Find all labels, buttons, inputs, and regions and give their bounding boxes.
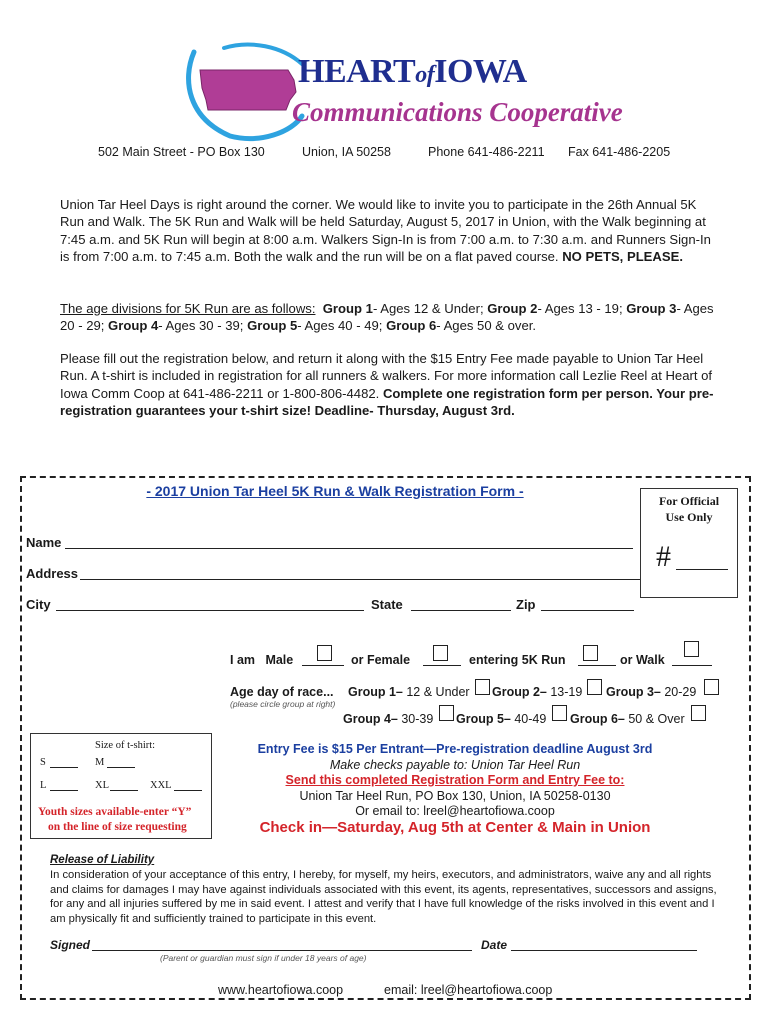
walk-line (672, 665, 712, 666)
female-text (351, 652, 410, 668)
size-l-field[interactable] (50, 790, 78, 791)
female-label: or Female (351, 653, 411, 667)
signature-field[interactable] (92, 950, 472, 951)
iam-label: I am (230, 653, 256, 667)
age-divisions-intro: The age divisions for 5K Run are as follows: (60, 301, 316, 316)
heart-of-iowa-logo-mark (180, 40, 310, 145)
group-1-label: Group 1 (322, 301, 373, 316)
registration-info-text: Please fill out the registration below, and return it along with the $15 Entry Fee made payable to Union Tar Heel Run. A t-shirt is included in registration for all runners & walkers. For more information call Lezlie Reel at Heart of Iowa Comm Coop at 641-486-2211 or 1-800-806-4482. (60, 351, 713, 401)
logo-wordmark (298, 52, 527, 95)
age-option-4-group: Group 4– (343, 712, 398, 726)
contact-city: Union, IA 50258 (302, 145, 391, 159)
male-label: Male (265, 653, 294, 667)
group-6-range: Ages 50 & over. (443, 318, 537, 334)
age-option-5[interactable] (456, 711, 546, 727)
age-option-4-range: 30-39 (401, 712, 434, 726)
run-checkbox[interactable] (583, 645, 598, 661)
age-option-1-group: Group 1– (348, 685, 403, 699)
address-field[interactable] (80, 579, 640, 580)
group-2-label: Group 2 (487, 301, 538, 316)
mailing-address-text: Union Tar Heel Run, PO Box 130, Union, IA 50258-0130 (299, 789, 611, 803)
youth-sizes-note-1: Youth sizes available-enter “Y” (38, 806, 192, 818)
intro-paragraph (60, 196, 720, 266)
size-xxl-label: XXL (150, 780, 172, 791)
release-text: In consideration of your acceptance of this entry, I hereby, for myself, my heirs, executors, and administrators, waive any and all rights and claims for damages I may have against individuals associated with this event, its agents, representatives, successors and assigns, for any and all injuries suffered by me in said event. I attest and verify that I have full knowledge of the risks involved in this event and I am physically fit and sufficiently trained to participate in this event. (50, 869, 717, 925)
size-xl-field[interactable] (110, 790, 138, 791)
walk-text (620, 652, 665, 668)
intro-text: Union Tar Heel Days is right around the corner. We would like to invite you to participate in the 26th Annual 5K Run and Walk. The 5K Run and Walk will be held Saturday, August 5, 2017 in Union, with the Walk beginning at 7:45 a.m. and 5K Run will begin at 8:00 a.m. Walkers Sign-In is from 7:00 a.m. to 7:30 a.m. and Runners Sign-In is from 7:00 a.m. to 7:45 a.m. Both the walk and the run will be on a flat paved course. (60, 197, 711, 265)
group-4-range: Ages 30 - 39; (165, 318, 244, 334)
walk-checkbox[interactable] (684, 641, 699, 657)
signed-label: Signed (50, 938, 91, 952)
send-form-text: Send this completed Registration Form and Entry Fee to: (285, 773, 625, 787)
age-option-6[interactable] (570, 711, 685, 727)
date-label: Date (481, 938, 508, 952)
age-option-2-range: 13-19 (550, 685, 583, 699)
group-4-label: Group 4 (108, 318, 159, 334)
male-checkbox[interactable] (317, 645, 332, 661)
group-5-label: Group 5 (247, 318, 298, 334)
official-number-line (676, 569, 728, 570)
name-field[interactable] (65, 548, 633, 549)
city-field[interactable] (56, 610, 364, 611)
age-option-3-checkbox[interactable] (704, 679, 719, 695)
official-use-label: For Official Use Only (658, 494, 720, 524)
age-divisions-paragraph: The age divisions for 5K Run are as follows: Group 1- Ages 12 & Under; Group 2- Ages 13 - 19; Group 3- Ages 20 - 29; Group 4- Ages 30 - 39; Group 5- Ages 40 - 49; Group 6- Ages 50 & over. (60, 301, 714, 334)
age-note: (please circle group at right) (230, 699, 336, 709)
logo-subtitle: Communications Cooperative (292, 97, 623, 127)
address-label: Address (26, 566, 79, 581)
age-option-3[interactable] (606, 684, 696, 700)
name-label: Name (26, 535, 62, 550)
registration-deadline-text: Complete one registration form per person. Your pre-registration guarantees your t-shirt size! Deadline- Thursday, August 3rd. (60, 385, 714, 419)
age-option-1[interactable] (348, 684, 470, 700)
zip-field[interactable] (541, 610, 634, 611)
zip-label: Zip (516, 597, 536, 612)
registration-info-paragraph (60, 350, 720, 420)
logo-iowa-text: IOWA (434, 53, 527, 90)
age-option-5-range: 40-49 (514, 712, 547, 726)
check-in-text: Check in—Saturday, Aug 5th at Center & Main in Union (259, 819, 651, 836)
female-line (423, 665, 461, 666)
entry-fee-text: Entry Fee is $15 Per Entrant—Pre-registration deadline August 3rd (257, 742, 653, 756)
age-option-5-checkbox[interactable] (552, 705, 567, 721)
official-number-hash: # (656, 540, 671, 573)
contact-fax: Fax 641-486-2205 (568, 145, 671, 159)
age-option-1-range: 12 & Under (406, 685, 470, 699)
age-option-2-group: Group 2– (492, 685, 547, 699)
age-option-3-group: Group 3– (606, 685, 661, 699)
age-option-2[interactable] (492, 684, 582, 700)
city-label: City (26, 597, 51, 612)
female-checkbox[interactable] (433, 645, 448, 661)
age-option-3-range: 20-29 (664, 685, 697, 699)
group-3-range: Ages 20 - 29; (60, 301, 714, 334)
male-line (302, 665, 344, 666)
age-option-6-checkbox[interactable] (691, 705, 706, 721)
iam-row (230, 652, 293, 668)
guardian-note: (Parent or guardian must sign if under 18 years of age) (160, 953, 367, 963)
date-field[interactable] (511, 950, 697, 951)
contact-phone: Phone 641-486-2211 (428, 145, 545, 159)
run-line (578, 665, 616, 666)
age-option-6-group: Group 6– (570, 712, 625, 726)
age-option-5-group: Group 5– (456, 712, 511, 726)
size-s-field[interactable] (50, 767, 78, 768)
logo-heart-text: HEART (298, 53, 416, 90)
age-option-6-range: 50 & Over (628, 712, 685, 726)
state-label: State (371, 597, 403, 612)
age-option-4-checkbox[interactable] (439, 705, 454, 721)
group-3-label: Group 3 (626, 301, 677, 316)
age-option-1-checkbox[interactable] (475, 679, 490, 695)
no-pets-text: NO PETS, PLEASE. (562, 249, 683, 265)
state-field[interactable] (411, 610, 511, 611)
size-s-label: S (40, 757, 46, 768)
size-m-field[interactable] (107, 767, 135, 768)
size-xxl-field[interactable] (174, 790, 202, 791)
age-label: Age day of race... (230, 685, 334, 699)
contact-street: 502 Main Street - PO Box 130 (98, 145, 265, 159)
walk-label: or Walk (620, 653, 665, 667)
group-6-label: Group 6 (386, 318, 437, 334)
age-option-4[interactable] (343, 711, 433, 727)
youth-sizes-note-2: on the line of size requesting (48, 821, 187, 833)
size-xl-label: XL (95, 780, 109, 791)
checks-payable-text: Make checks payable to: Union Tar Heel Run (329, 758, 581, 772)
run-label: entering 5K Run (469, 653, 566, 667)
logo-of-text: of (415, 62, 435, 88)
footer-email[interactable]: email: lreel@heartofiowa.coop (384, 983, 553, 997)
form-title: - 2017 Union Tar Heel 5K Run & Walk Registration Form - (146, 483, 524, 499)
tshirt-size-title: Size of t-shirt: (95, 740, 156, 751)
footer-website[interactable]: www.heartofiowa.coop (218, 983, 344, 997)
release-title: Release of Liability (50, 854, 155, 866)
size-m-label: M (95, 757, 105, 768)
age-label-text (230, 684, 334, 700)
age-option-2-checkbox[interactable] (587, 679, 602, 695)
group-2-range: Ages 13 - 19; (544, 301, 623, 316)
run-text (469, 652, 566, 668)
size-l-label: L (40, 780, 47, 791)
email-to-text: Or email to: lreel@heartofiowa.coop (355, 804, 555, 818)
group-1-range: Ages 12 & Under; (380, 301, 484, 316)
official-use-box (640, 488, 738, 598)
group-5-range: Ages 40 - 49; (304, 318, 383, 334)
